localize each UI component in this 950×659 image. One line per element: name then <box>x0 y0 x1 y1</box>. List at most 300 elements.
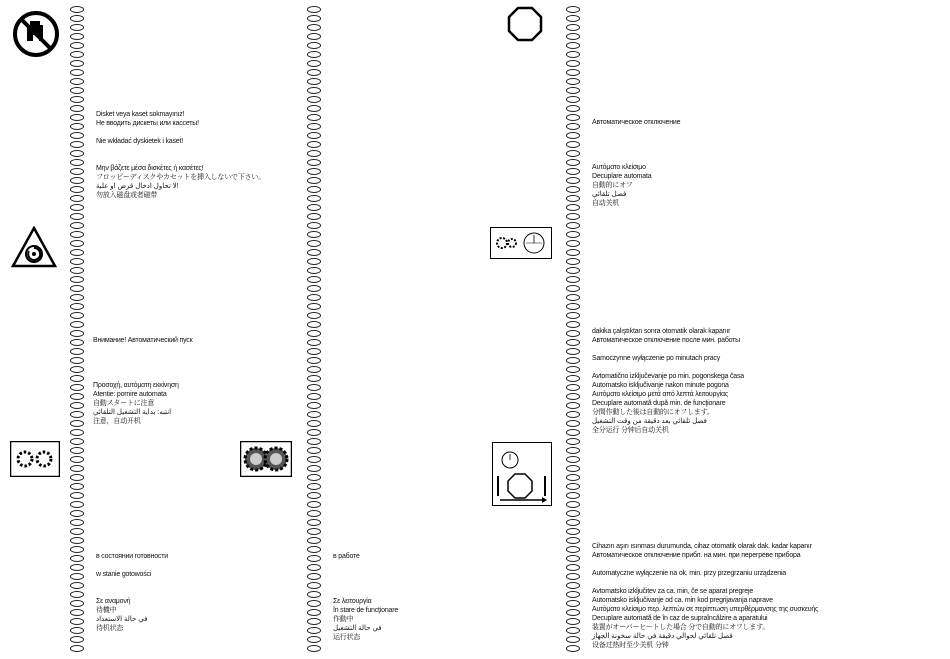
binding-ring <box>307 636 321 643</box>
binding-ring <box>566 285 580 292</box>
binding-ring <box>70 546 84 553</box>
binding-ring <box>70 645 84 652</box>
binding-ring <box>307 249 321 256</box>
binding-ring <box>70 276 84 283</box>
text-line <box>96 128 265 137</box>
binding-ring <box>566 528 580 535</box>
binding-ring <box>566 546 580 553</box>
binding-ring <box>70 393 84 400</box>
binding-ring <box>566 510 580 517</box>
binding-ring <box>70 591 84 598</box>
binding-ring <box>70 429 84 436</box>
binding-ring <box>566 294 580 301</box>
binding-ring <box>70 537 84 544</box>
text-line <box>93 363 192 372</box>
binding-ring <box>566 456 580 463</box>
text-line <box>592 145 680 154</box>
binding-ring <box>307 366 321 373</box>
text-line: 自動スタートに注意 <box>93 400 155 407</box>
binding-ring <box>566 87 580 94</box>
binding-ring <box>566 429 580 436</box>
text-line: 全分运行 分钟后自动关机 <box>592 427 669 434</box>
text-line: Αυτόματο κλείσιμο μετά από λεπτά λειτουργίας <box>592 391 729 398</box>
binding-ring <box>566 195 580 202</box>
binding-ring <box>307 591 321 598</box>
binding-ring <box>70 168 84 175</box>
binding-ring <box>307 456 321 463</box>
text-line: w stanie gotowości <box>96 571 152 578</box>
text-line: Σε αναμονή <box>96 598 131 605</box>
binding-ring <box>566 420 580 427</box>
binding-ring <box>70 6 84 13</box>
binding-ring <box>307 33 321 40</box>
binding-ring <box>566 6 580 13</box>
binding-ring <box>307 258 321 265</box>
binding-ring <box>70 492 84 499</box>
binding-ring <box>307 384 321 391</box>
binding-ring <box>566 447 580 454</box>
binding-ring <box>307 15 321 22</box>
binding-ring <box>70 411 84 418</box>
binding-ring <box>70 177 84 184</box>
text-line: Decuplare automată de în caz de supraîncălzire a aparatului <box>592 615 768 622</box>
binding-ring <box>70 402 84 409</box>
binding-ring <box>566 474 580 481</box>
text-line: Автоматическое отключение после мин. работы <box>592 337 741 344</box>
auto-shutoff-labels <box>592 118 680 208</box>
binding-ring <box>566 186 580 193</box>
binding-ring <box>307 6 321 13</box>
text-line: Cihazın aşırı ısınması durumunda, cihaz otomatik olarak dak. kadar kapanır <box>592 543 812 550</box>
binding-ring <box>70 618 84 625</box>
binding-ring <box>70 60 84 67</box>
binding-ring <box>566 105 580 112</box>
binding-ring <box>307 195 321 202</box>
binding-ring <box>307 168 321 175</box>
binding-ring <box>307 69 321 76</box>
binding-chain-middle <box>307 6 323 654</box>
text-line: 运行状态 <box>333 634 361 641</box>
text-line <box>333 561 398 570</box>
text-line <box>592 578 818 587</box>
binding-ring <box>70 474 84 481</box>
text-line <box>93 354 192 363</box>
binding-ring <box>566 591 580 598</box>
text-line <box>96 588 168 597</box>
binding-ring <box>307 105 321 112</box>
binding-ring <box>307 186 321 193</box>
text-line: انتبه: بداية التشغيل التلقائي <box>93 409 172 416</box>
text-line: فصل تلقائي بعد دقيقة من وقت التشغيل <box>592 418 707 425</box>
no-disk-icon <box>13 11 59 62</box>
text-line: في حالة التشغيل <box>333 625 382 632</box>
binding-ring <box>566 357 580 364</box>
binding-ring <box>307 411 321 418</box>
text-line: Automatsko isključivanje nakon minute pogona <box>592 382 729 389</box>
binding-ring <box>307 150 321 157</box>
overheat-stop-icon <box>492 442 552 511</box>
binding-ring <box>566 24 580 31</box>
binding-ring <box>307 528 321 535</box>
binding-ring <box>70 105 84 112</box>
binding-ring <box>307 375 321 382</box>
binding-ring <box>566 582 580 589</box>
binding-ring <box>566 213 580 220</box>
binding-ring <box>566 465 580 472</box>
binding-ring <box>566 159 580 166</box>
binding-ring <box>307 483 321 490</box>
binding-ring <box>70 627 84 634</box>
text-line: Αυτόματο κλείσιμο περ. λεπτών σε περίπτωση υπερθέρμανσης της συσκευής <box>592 606 819 613</box>
text-line <box>96 146 265 155</box>
binding-ring <box>307 222 321 229</box>
text-line: Αυτόματο κλείσιμο <box>592 164 646 171</box>
binding-ring <box>70 213 84 220</box>
text-line: Avtomatično izključevanje po min. pogonskega časa <box>592 373 744 380</box>
text-line: 勿放入磁盘或者磁带 <box>96 192 158 199</box>
binding-ring <box>70 384 84 391</box>
binding-ring <box>70 132 84 139</box>
text-line: فصل تلقائي لحوالي دقيقة في حالة سخونة الجهاز <box>592 633 733 640</box>
binding-ring <box>566 312 580 319</box>
binding-ring <box>307 312 321 319</box>
binding-ring <box>70 69 84 76</box>
binding-ring <box>566 492 580 499</box>
binding-ring <box>70 519 84 526</box>
binding-ring <box>566 51 580 58</box>
binding-ring <box>566 384 580 391</box>
text-line: 作動中 <box>333 616 354 623</box>
binding-ring <box>307 42 321 49</box>
binding-ring <box>566 375 580 382</box>
binding-ring <box>566 330 580 337</box>
binding-ring <box>70 195 84 202</box>
binding-ring <box>70 465 84 472</box>
binding-ring <box>70 483 84 490</box>
binding-ring <box>70 321 84 328</box>
binding-ring <box>307 645 321 652</box>
binding-ring <box>566 114 580 121</box>
binding-ring <box>566 564 580 571</box>
binding-ring <box>566 519 580 526</box>
binding-ring <box>307 627 321 634</box>
binding-ring <box>307 519 321 526</box>
binding-ring <box>307 501 321 508</box>
binding-ring <box>70 375 84 382</box>
binding-ring <box>307 537 321 544</box>
binding-ring <box>307 132 321 139</box>
binding-ring <box>566 618 580 625</box>
overheat-shutoff-labels <box>592 542 818 650</box>
binding-ring <box>307 303 321 310</box>
binding-ring <box>566 303 580 310</box>
text-line <box>592 136 680 145</box>
standby-status-labels <box>96 552 168 633</box>
binding-ring <box>70 636 84 643</box>
binding-ring <box>307 348 321 355</box>
text-line: Samoczynne wyłączenie po minutach pracy <box>592 355 720 362</box>
binding-ring <box>307 474 321 481</box>
binding-ring <box>70 564 84 571</box>
binding-ring <box>307 609 321 616</box>
text-line: 待机状态 <box>96 625 124 632</box>
text-line: Προσοχή, αυτόματη εκκίνηση <box>93 382 179 389</box>
binding-ring <box>566 501 580 508</box>
binding-ring <box>307 357 321 364</box>
text-line: Внимание! Автоматический пуск <box>93 337 193 344</box>
binding-ring <box>307 60 321 67</box>
text-line: Decuplare automata <box>592 173 652 180</box>
text-line: в состоянии готовности <box>96 553 168 560</box>
binding-ring <box>70 501 84 508</box>
text-line <box>96 561 168 570</box>
text-line <box>93 345 192 354</box>
binding-ring <box>566 483 580 490</box>
binding-ring <box>566 123 580 130</box>
binding-ring <box>70 78 84 85</box>
binding-ring <box>566 168 580 175</box>
text-line <box>592 560 818 569</box>
text-line <box>96 155 265 164</box>
text-line: 分間作動した後は自動的にオフします。 <box>592 409 714 416</box>
binding-ring <box>566 69 580 76</box>
binding-ring <box>566 258 580 265</box>
auto-start-warnings <box>93 336 192 426</box>
binding-ring <box>70 420 84 427</box>
binding-ring <box>566 609 580 616</box>
text-line: Avtomatsko izključitev za ca. min, če se aparat pregreje <box>592 588 754 595</box>
text-line: في حالة الاستعداد <box>96 616 148 623</box>
text-line: în stare de funcţionare <box>333 607 399 614</box>
binding-ring <box>70 141 84 148</box>
binding-ring <box>307 78 321 85</box>
binding-ring <box>566 267 580 274</box>
binding-ring <box>566 402 580 409</box>
binding-ring <box>307 492 321 499</box>
text-line: в работе <box>333 553 360 560</box>
binding-ring <box>566 276 580 283</box>
binding-ring <box>70 528 84 535</box>
binding-ring <box>70 438 84 445</box>
text-line <box>592 127 680 136</box>
binding-ring <box>566 411 580 418</box>
binding-ring <box>566 537 580 544</box>
binding-ring <box>566 240 580 247</box>
gears-timer-icon <box>490 227 552 264</box>
binding-ring <box>307 465 321 472</box>
binding-ring <box>566 573 580 580</box>
binding-ring <box>70 114 84 121</box>
binding-ring <box>70 339 84 346</box>
text-line <box>93 372 192 381</box>
binding-ring <box>70 294 84 301</box>
text-line: لا تحاول ادخال قرص او علبة! <box>96 183 179 190</box>
binding-ring <box>70 204 84 211</box>
text-line <box>333 588 398 597</box>
text-line <box>592 154 680 163</box>
binding-ring <box>307 141 321 148</box>
binding-ring <box>70 456 84 463</box>
binding-ring <box>566 204 580 211</box>
text-line: Не вводить дискеты или кассеты! <box>96 120 199 127</box>
binding-ring <box>566 555 580 562</box>
text-line: Decuplare automată după min. de funcţionare <box>592 400 726 407</box>
binding-ring <box>70 231 84 238</box>
binding-ring <box>307 447 321 454</box>
binding-ring <box>566 438 580 445</box>
text-line: Disket veya kaset sokmayınız! <box>96 111 185 118</box>
text-line: 装置がオーバーヒートした場合 分で自動的にオフします。 <box>592 624 770 631</box>
binding-ring <box>566 222 580 229</box>
text-line <box>592 363 744 372</box>
binding-ring <box>70 510 84 517</box>
binding-ring <box>307 294 321 301</box>
binding-ring <box>566 177 580 184</box>
binding-ring <box>70 240 84 247</box>
binding-ring <box>70 609 84 616</box>
binding-ring <box>307 177 321 184</box>
binding-ring <box>70 600 84 607</box>
binding-ring <box>307 285 321 292</box>
binding-ring <box>307 393 321 400</box>
binding-ring <box>307 546 321 553</box>
binding-ring <box>70 555 84 562</box>
text-line <box>592 345 744 354</box>
gears-standby-icon <box>10 441 60 482</box>
binding-ring <box>566 249 580 256</box>
text-line: Automatyczne wyłączenie na ok. min. przy przegrzaniu urządzenia <box>592 570 786 577</box>
binding-ring <box>307 231 321 238</box>
binding-ring <box>307 339 321 346</box>
text-line: Σε λειτουργία <box>333 598 372 605</box>
binding-ring <box>70 258 84 265</box>
text-line: 设备过热时至少关机 分钟 <box>592 642 669 649</box>
binding-ring <box>70 186 84 193</box>
text-line: فصل تلقائي <box>592 191 627 198</box>
binding-ring <box>307 582 321 589</box>
binding-ring <box>70 366 84 373</box>
binding-ring <box>566 393 580 400</box>
binding-ring <box>70 159 84 166</box>
binding-ring <box>307 573 321 580</box>
binding-ring <box>307 240 321 247</box>
binding-chain-right-inner <box>566 6 582 654</box>
binding-ring <box>70 357 84 364</box>
binding-ring <box>566 141 580 148</box>
binding-ring <box>307 564 321 571</box>
binding-ring <box>307 276 321 283</box>
binding-ring <box>566 42 580 49</box>
text-line <box>333 579 398 588</box>
text-line: Автоматическое отключение прибл. на мин. при перегреве прибора <box>592 552 801 559</box>
text-line: Nie wkładać dyskietek i kaset! <box>96 138 183 145</box>
binding-ring <box>307 114 321 121</box>
binding-ring <box>307 213 321 220</box>
binding-ring <box>307 321 321 328</box>
binding-ring <box>70 33 84 40</box>
binding-ring <box>566 600 580 607</box>
stop-octagon-icon <box>507 6 543 47</box>
binding-ring <box>566 321 580 328</box>
binding-ring <box>307 159 321 166</box>
binding-ring <box>70 582 84 589</box>
binding-ring <box>566 60 580 67</box>
binding-ring <box>70 87 84 94</box>
text-line: Μην βάζετε μέσα δισκέτες ή κασέτες! <box>96 165 204 172</box>
binding-ring <box>566 33 580 40</box>
binding-ring <box>307 96 321 103</box>
binding-ring <box>566 132 580 139</box>
running-status-labels <box>333 552 398 642</box>
binding-ring <box>70 573 84 580</box>
text-line: Автоматическое отключение <box>592 119 681 126</box>
binding-ring <box>307 204 321 211</box>
binding-ring <box>70 249 84 256</box>
binding-ring <box>70 222 84 229</box>
binding-ring <box>307 510 321 517</box>
binding-ring <box>566 348 580 355</box>
binding-ring <box>566 627 580 634</box>
text-line: 待機中 <box>96 607 117 614</box>
binding-ring <box>566 339 580 346</box>
text-line: フロッピーディスクやカセットを挿入しないで下さい。 <box>96 174 266 181</box>
text-line: 自动关机 <box>592 200 620 207</box>
text-line: Atentie: pornire automata <box>93 391 167 398</box>
binding-ring <box>307 24 321 31</box>
text-line: 自動的にオフ <box>592 182 633 189</box>
binding-ring <box>307 330 321 337</box>
binding-ring <box>566 645 580 652</box>
binding-ring <box>70 330 84 337</box>
binding-ring <box>70 42 84 49</box>
binding-ring <box>70 447 84 454</box>
binding-ring <box>70 285 84 292</box>
timed-shutoff-labels <box>592 327 744 435</box>
binding-ring <box>307 123 321 130</box>
binding-ring <box>70 24 84 31</box>
binding-ring <box>566 150 580 157</box>
text-line: 注意，自动开机 <box>93 418 141 425</box>
binding-chain-left <box>70 6 86 654</box>
binding-ring <box>307 438 321 445</box>
binding-ring <box>70 312 84 319</box>
binding-ring <box>70 15 84 22</box>
binding-ring <box>566 15 580 22</box>
binding-ring <box>307 87 321 94</box>
binding-ring <box>566 96 580 103</box>
gears-running-icon <box>240 441 292 482</box>
binding-ring <box>307 429 321 436</box>
binding-ring <box>566 366 580 373</box>
binding-ring <box>307 420 321 427</box>
binding-ring <box>566 636 580 643</box>
text-line: Automatsko isključivanje od ca. min kod pregrijavanja naprave <box>592 597 773 604</box>
binding-ring <box>307 618 321 625</box>
binding-ring <box>70 51 84 58</box>
binding-ring <box>70 348 84 355</box>
text-line <box>96 579 168 588</box>
binding-ring <box>566 78 580 85</box>
binding-ring <box>70 267 84 274</box>
binding-ring <box>307 600 321 607</box>
binding-ring <box>307 51 321 58</box>
text-line: dakika çalıştıktan sonra otomatik olarak kapanır <box>592 328 731 335</box>
binding-ring <box>70 96 84 103</box>
text-line <box>333 570 398 579</box>
binding-ring <box>70 303 84 310</box>
binding-ring <box>307 555 321 562</box>
binding-ring <box>307 267 321 274</box>
